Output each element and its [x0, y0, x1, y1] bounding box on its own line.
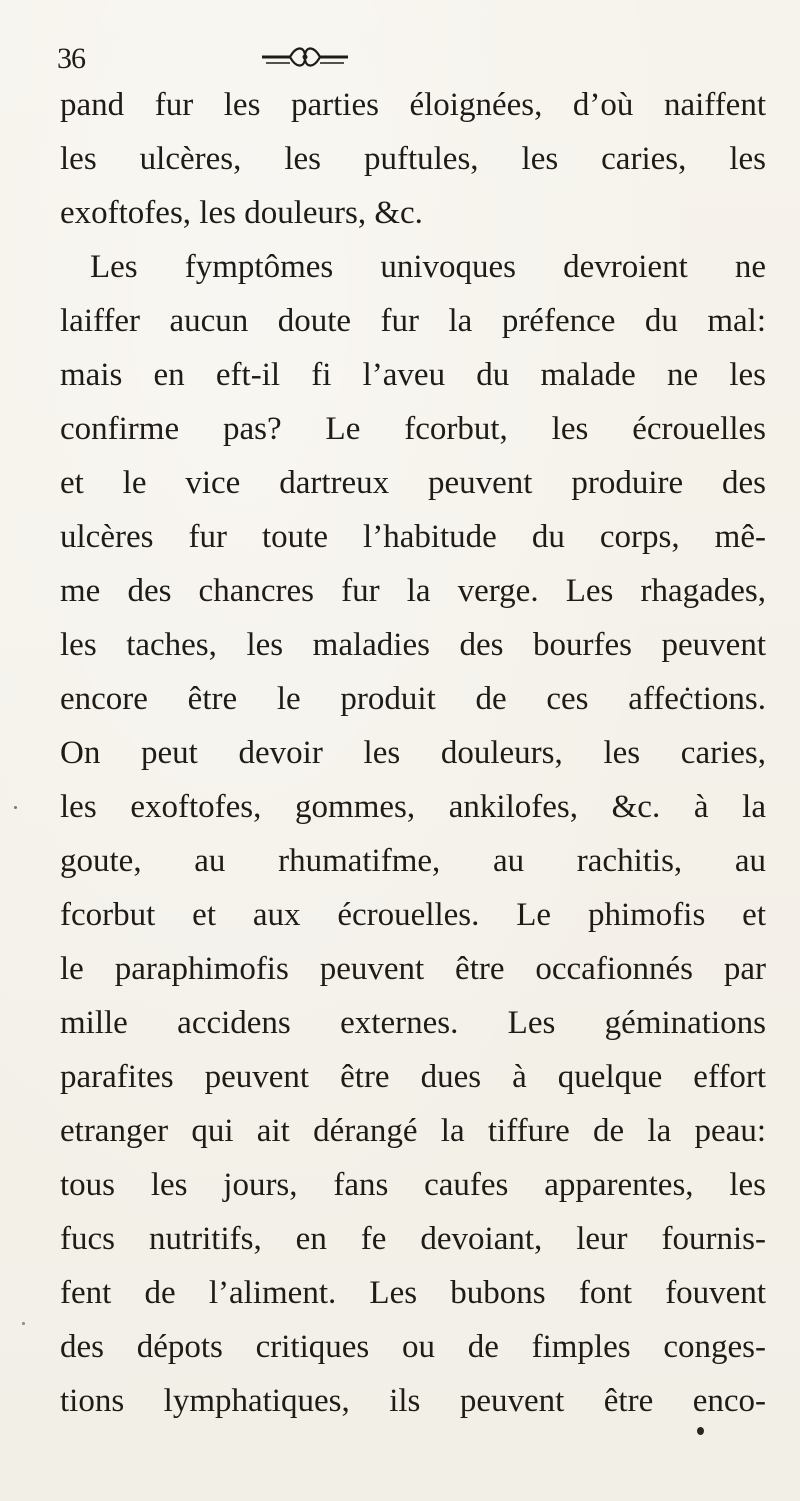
text-line: laiffer aucun doute fur la préfence du mal:: [60, 303, 766, 339]
text-line: encore être le produit de ces affeċtions.: [60, 681, 766, 717]
paper-speck: [22, 1322, 25, 1325]
ornamental-rule-icon: [260, 42, 350, 72]
text-line: fent de l’aliment. Les bubons font fouvent: [60, 1275, 766, 1311]
text-line: etranger qui ait dérangé la tiffure de la peau:: [60, 1113, 766, 1149]
text-line: ulcères fur toute l’habitude du corps, mê-: [60, 519, 766, 555]
text-line: parafites peuvent être dues à quelque effort: [60, 1059, 766, 1095]
text-line: exoftofes, les douleurs, &c.: [60, 195, 423, 231]
text-line: On peut devoir les douleurs, les caries,: [60, 735, 766, 771]
text-line: des dépots critiques ou de fimples conges-: [60, 1329, 766, 1365]
text-line: mais en eft-il fi l’aveu du malade ne les: [60, 357, 766, 393]
text-line: les exoftofes, gommes, ankilofes, &c. à la: [60, 789, 766, 825]
text-line: les ulcères, les puftules, les caries, les: [60, 141, 766, 177]
paper-speck: [14, 806, 17, 809]
text-line: goute, au rhumatifme, au rachitis, au: [60, 843, 766, 879]
text-line: tions lymphatiques, ils peuvent être enco-: [60, 1383, 766, 1419]
text-line: Les fymptômes univoques devroient ne: [90, 249, 766, 285]
text-line: et le vice dartreux peuvent produire des: [60, 465, 766, 501]
text-line: mille accidens externes. Les géminations: [60, 1005, 766, 1041]
paper-speck: [697, 1427, 704, 1435]
text-line: fcorbut et aux écrouelles. Le phimofis et: [60, 897, 766, 933]
text-line: confirme pas? Le fcorbut, les écrouelles: [60, 411, 766, 447]
page-number: 36: [57, 42, 85, 75]
text-line: fucs nutritifs, en fe devoiant, leur fournis-: [60, 1221, 766, 1257]
body-text: [60, 78, 766, 1428]
text-line: le paraphimofis peuvent être occafionnés par: [60, 951, 766, 987]
text-line: pand fur les parties éloignées, d’où naiffent: [60, 87, 766, 123]
text-line: les taches, les maladies des bourfes peuvent: [60, 627, 766, 663]
text-line: tous les jours, fans caufes apparentes, les: [60, 1167, 766, 1203]
text-line: me des chancres fur la verge. Les rhagades,: [60, 573, 766, 609]
